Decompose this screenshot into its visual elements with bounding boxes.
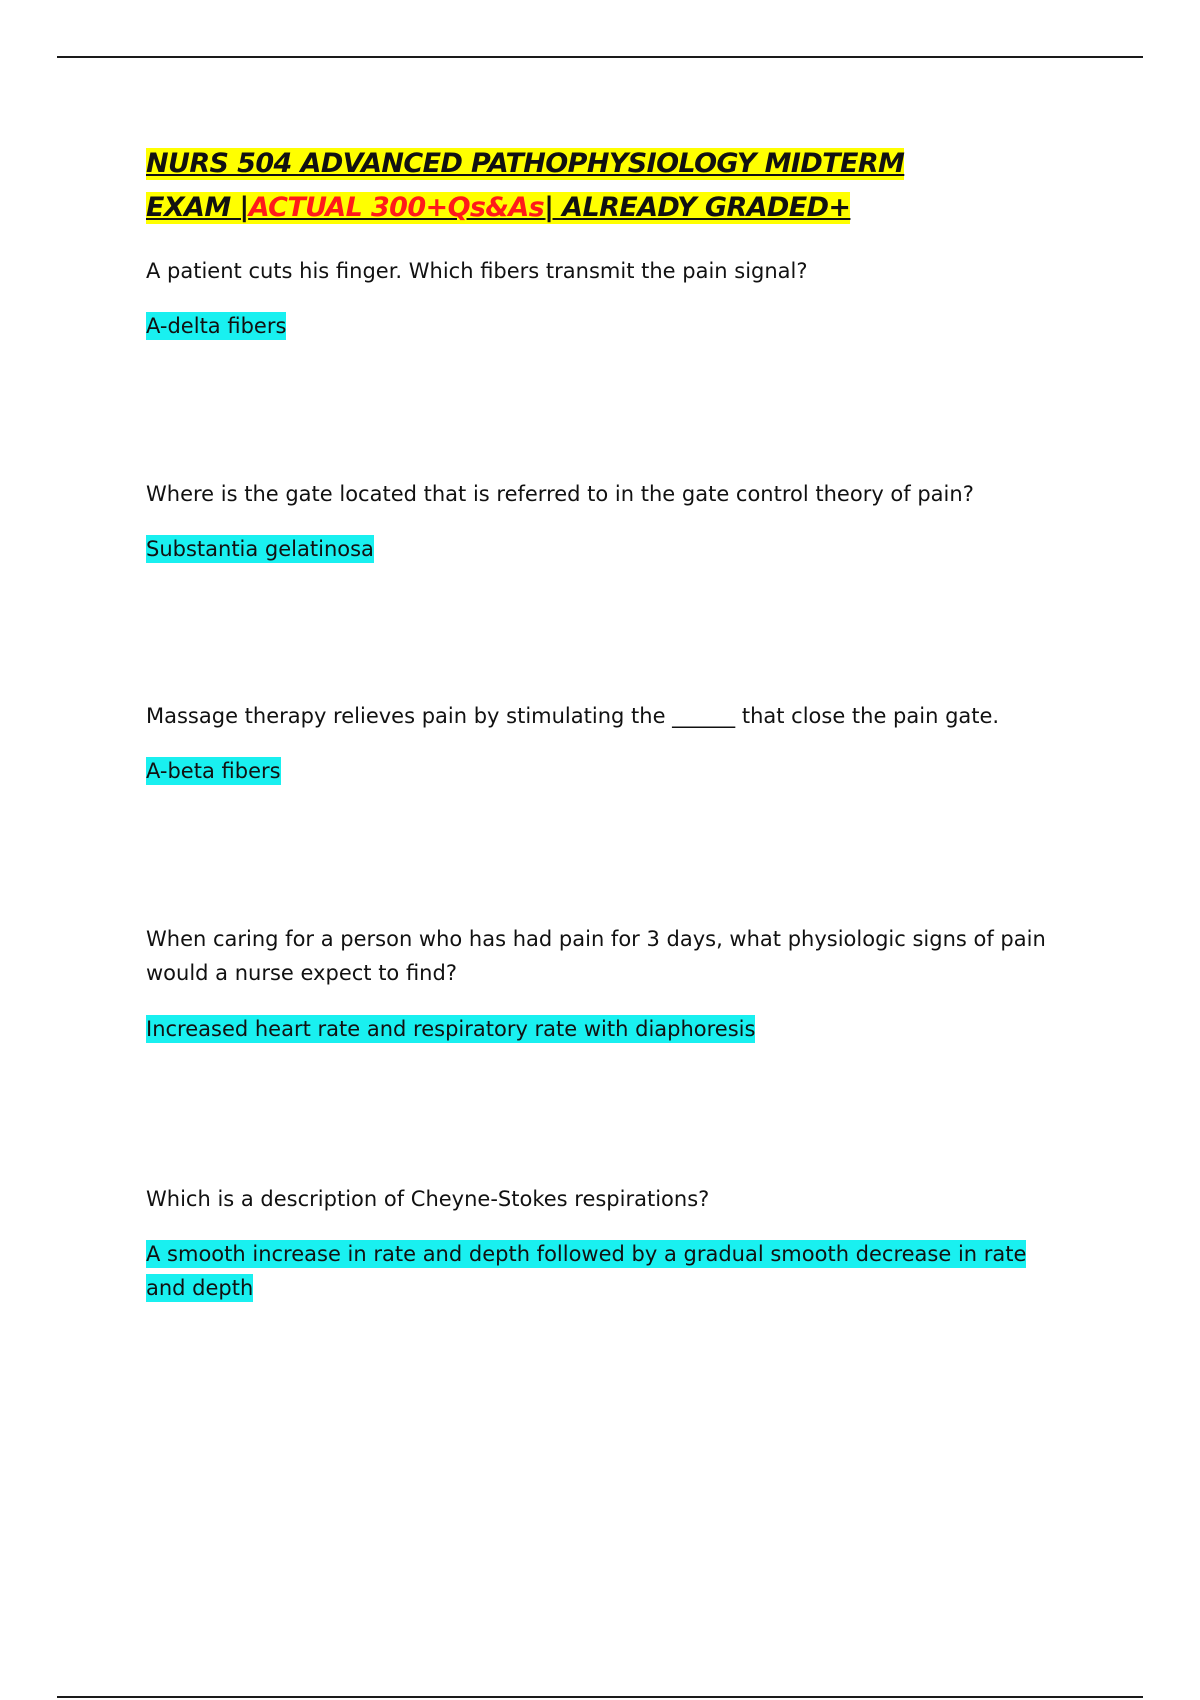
document-body — [146, 142, 1086, 1300]
answer-4 — [146, 1012, 755, 1046]
bottom-rule — [57, 1696, 1143, 1698]
answer-1-text: A-delta fibers — [146, 314, 287, 338]
question-5: Which is a description of Cheyne-Stokes respirations? — [146, 1187, 710, 1211]
title-line-2 — [146, 186, 1086, 230]
answer-4-text: Increased heart rate and respiratory rate with diaphoresis — [146, 1017, 756, 1041]
answer-1 — [146, 309, 286, 343]
title-exam: EXAM | — [146, 192, 249, 223]
title-graded: | ALREADY GRADED+ — [544, 192, 851, 223]
title-actual: ACTUAL 300+Qs&As — [248, 192, 545, 223]
question-2: Where is the gate located that is referred to in the gate control theory of pain? — [146, 482, 974, 506]
title-text-2 — [146, 192, 850, 224]
question-4: When caring for a person who has had pain for 3 days, what physiologic signs of pain would a nurse expect to find? — [146, 927, 1046, 985]
top-rule — [57, 56, 1143, 58]
answer-2-text: Substantia gelatinosa — [146, 537, 374, 561]
answer-3-text: A-beta fibers — [146, 759, 281, 783]
title-line-1 — [146, 142, 1086, 186]
answer-5 — [146, 1237, 1046, 1305]
answer-3 — [146, 754, 281, 788]
document-title — [146, 142, 1086, 230]
answer-2 — [146, 532, 374, 566]
question-1: A patient cuts his finger. Which fibers transmit the pain signal? — [146, 259, 808, 283]
title-text-1: NURS 504 ADVANCED PATHOPHYSIOLOGY MIDTERM — [146, 148, 905, 179]
question-3: Massage therapy relieves pain by stimulating the ______ that close the pain gate. — [146, 704, 1000, 728]
answer-5-text: A smooth increase in rate and depth followed by a gradual smooth decrease in rate and depth — [146, 1242, 1027, 1300]
